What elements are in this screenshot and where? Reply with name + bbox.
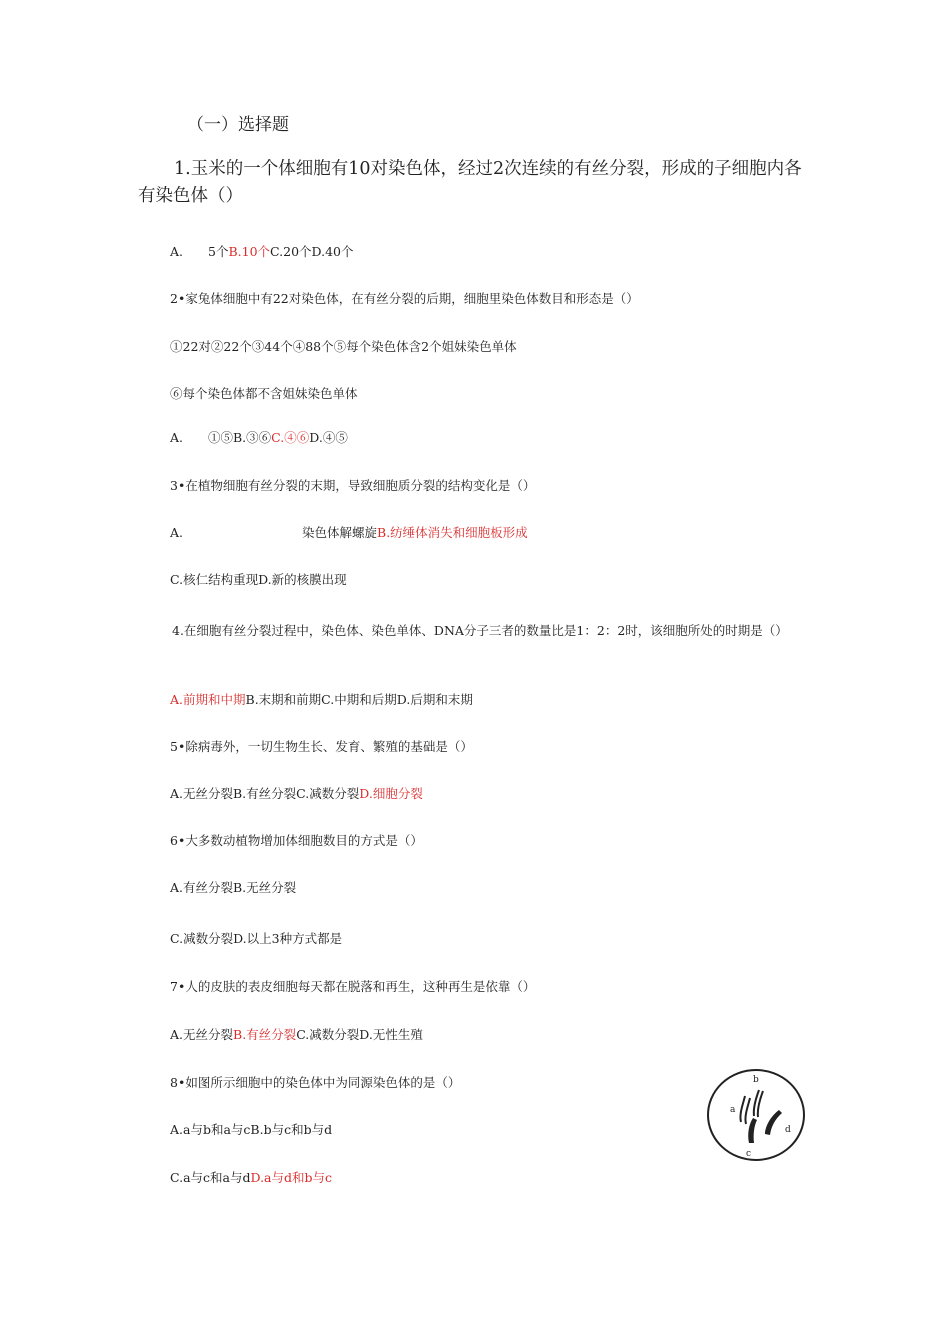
answer-option: B.纺缍体消失和细胞板形成 <box>377 525 528 540</box>
question-4-options <box>170 692 473 708</box>
question-6-stem: 6•大多数动植物增加体细胞数目的方式是（） <box>170 833 423 848</box>
option-a: A. 5个 <box>170 244 229 259</box>
question-3-stem: 3•在植物细胞有丝分裂的末期，导致细胞质分裂的结构变化是（） <box>170 478 536 493</box>
question-2-items-2: ⑥每个染色体都不含姐妹染色单体 <box>170 386 358 401</box>
question-7-options <box>170 1027 423 1043</box>
option-a-prefix: A. <box>170 525 184 540</box>
label-b: b <box>753 1075 759 1085</box>
question-3-option-ab-text <box>302 525 528 541</box>
question-8-option-cd <box>170 1170 332 1186</box>
answer-option: B.有丝分裂 <box>233 1027 297 1042</box>
answer-option: A.前期和中期 <box>170 692 246 707</box>
chromosome-b <box>754 1090 763 1117</box>
question-4-stem: 4.在细胞有丝分裂过程中，染色体、染色单体、DNA分子三者的数量比是1：2：2时，该细胞所处的时期是（） <box>172 623 788 638</box>
answer-option: D.细胞分裂 <box>359 786 423 801</box>
question-1-stem: 1.玉米的一个体细胞有10对染色体，经过2次连续的有丝分裂，形成的子细胞内各有染色体（） <box>138 159 802 206</box>
question-8-stem: 8•如图所示细胞中的染色体中为同源染色体的是（） <box>170 1075 461 1090</box>
question-2-items-1: ①22对②22个③44个④88个⑤每个染色体含2个姐妹染色单体 <box>170 339 517 354</box>
answer-option: C.④⑥ <box>271 430 310 445</box>
option-abc: A.无丝分裂B.有丝分裂C.减数分裂 <box>170 786 360 801</box>
label-a: a <box>730 1105 736 1115</box>
option-c: C.a与c和a与d <box>170 1170 251 1185</box>
chromosome-a <box>740 1096 750 1124</box>
option-a-text: 染色体解螺旋 <box>302 525 378 540</box>
option-d: D.④⑤ <box>309 430 348 445</box>
answer-option: B.10个 <box>228 244 271 259</box>
question-6-option-ab: A.有丝分裂B.无丝分裂 <box>170 880 297 895</box>
question-3-option-cd: C.核仁结构重现D.新的核膜出现 <box>170 572 347 587</box>
question-5-options <box>170 786 423 802</box>
option-ab: A. ①⑤B.③⑥ <box>170 430 272 445</box>
answer-option: D.a与d和b与c <box>250 1170 333 1185</box>
question-6-option-cd: C.减数分裂D.以上3种方式都是 <box>170 931 343 946</box>
question-3-option-ab <box>170 525 183 541</box>
question-1-options <box>170 244 354 260</box>
option-cd: C.减数分裂D.无性生殖 <box>296 1027 423 1042</box>
option-rest: C.20个D.40个 <box>270 244 354 259</box>
section-title: （一）选择题 <box>187 115 289 135</box>
chromosome-d <box>765 1110 782 1135</box>
question-2-options <box>170 430 348 446</box>
option-a: A.无丝分裂 <box>170 1027 234 1042</box>
label-c: c <box>746 1149 752 1159</box>
question-2-stem: 2•家兔体细胞中有22对染色体，在有丝分裂的后期，细胞里染色体数目和形态是（） <box>170 291 639 306</box>
label-d: d <box>785 1125 791 1135</box>
question-8-option-ab: A.a与b和a与cB.b与c和b与d <box>170 1122 333 1137</box>
question-5-stem: 5•除病毒外，一切生物生长、发育、繁殖的基础是（） <box>170 739 473 754</box>
chromosome-c <box>748 1118 757 1143</box>
cell-chromosome-figure <box>705 1066 807 1164</box>
question-7-stem: 7•人的皮肤的表皮细胞每天都在脱落和再生，这种再生是依靠（） <box>170 979 536 994</box>
option-rest: B.末期和前期C.中期和后期D.后期和末期 <box>245 692 473 707</box>
